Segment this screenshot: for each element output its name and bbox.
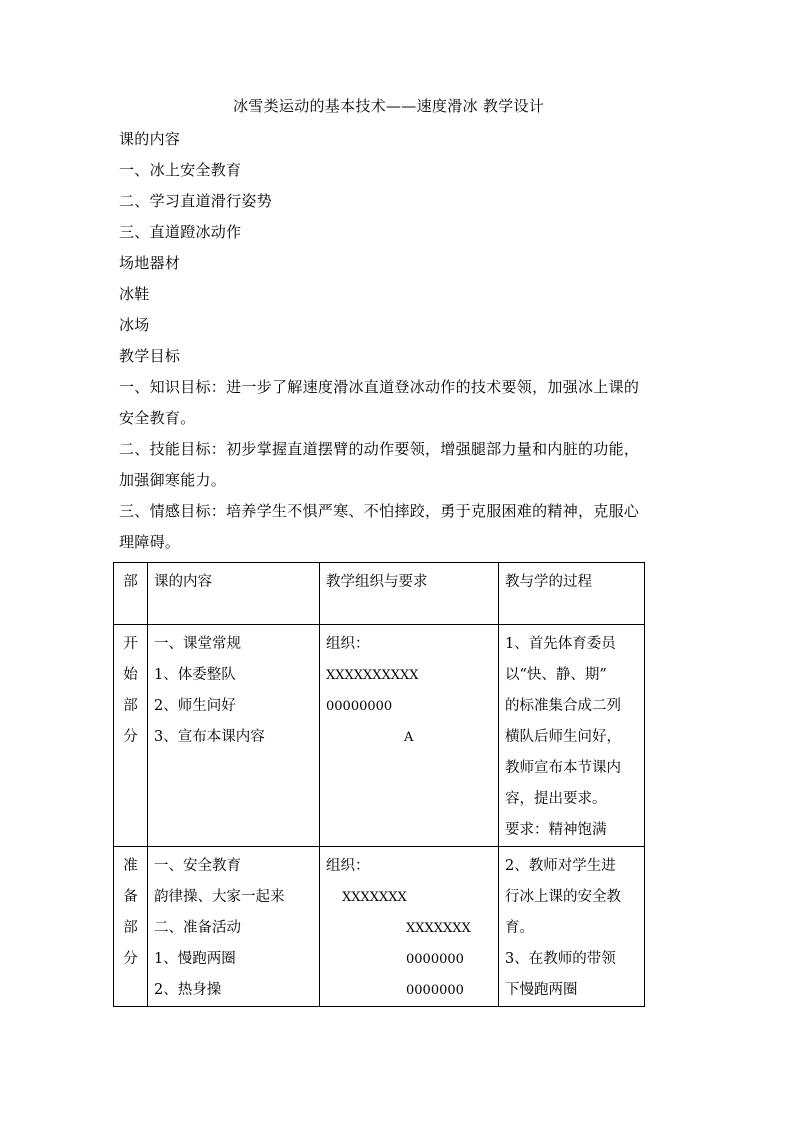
table-row	[114, 625, 645, 847]
process-line: 3、在教师的带领	[505, 951, 616, 967]
content-line: 3、宣布本课内容	[154, 729, 265, 745]
organization-line: 组织：	[326, 636, 370, 652]
process-line: 容，提出要求。	[505, 791, 607, 807]
objective-emotion: 三、情感目标：培养学生不惧严寒、不怕摔跤，勇于克服困难的精神，克服心	[119, 502, 640, 520]
content-line: 二、准备活动	[154, 920, 241, 936]
objective-emotion-cont: 理障碍。	[119, 533, 181, 551]
content-line: 2、师生问好	[154, 698, 236, 714]
process-line: 下慢跑两圈	[505, 982, 578, 998]
process-line: 育。	[505, 920, 534, 936]
organization-line: 组织：	[326, 858, 370, 874]
process-line: 教师宣布本节课内	[505, 760, 621, 776]
section-char: 分	[123, 729, 138, 745]
process-cell	[499, 847, 645, 1007]
heading-lesson-content: 课的内容	[119, 130, 181, 148]
content-cell	[148, 625, 320, 847]
heading-objectives: 教学目标	[119, 347, 181, 365]
section-char: 开	[123, 636, 138, 652]
content-line: 一、课堂常规	[154, 636, 241, 652]
section-char: 部	[123, 698, 138, 714]
teacher-marker: A	[404, 730, 414, 745]
content-line: 一、安全教育	[154, 858, 241, 874]
header-section: 部	[114, 563, 148, 625]
process-line: 2、教师对学生进	[505, 858, 616, 874]
objective-skill: 二、技能目标：初步掌握直道摆臂的动作要领，增强腿部力量和内脏的功能，	[119, 440, 640, 458]
formation-row-o: 0000000	[406, 952, 464, 967]
formation-row-o: 00000000	[326, 699, 393, 714]
section-char: 始	[123, 667, 138, 683]
formation-row-o: 0000000	[406, 983, 464, 998]
document-title: 冰雪类运动的基本技术——速度滑冰 教学设计	[233, 97, 545, 115]
section-char: 准	[123, 858, 138, 874]
formation-row-x: XXXXXXXXXX	[326, 668, 419, 683]
process-line: 的标准集合成二列	[505, 698, 621, 714]
objective-skill-cont: 加强御寒能力。	[119, 471, 227, 489]
process-line: 横队后师生问好，	[505, 729, 621, 745]
header-organization: 教学组织与要求	[320, 563, 499, 625]
organization-cell	[320, 847, 499, 1007]
process-line: 以“快、静、期”	[505, 667, 607, 683]
table-row	[114, 847, 645, 1007]
objective-knowledge: 一、知识目标：进一步了解速度滑冰直道登冰动作的技术要领，加强冰上课的	[119, 378, 640, 396]
header-process: 教与学的过程	[499, 563, 645, 625]
formation-row-x: XXXXXXX	[342, 890, 407, 905]
content-item-3: 三、直道蹬冰动作	[119, 223, 242, 241]
process-cell	[499, 625, 645, 847]
content-line: 1、体委整队	[154, 667, 236, 683]
content-line: 韵律操、大家一起来	[154, 889, 285, 905]
equipment-item-2: 冰场	[119, 316, 150, 334]
heading-equipment: 场地器材	[119, 254, 181, 272]
section-char: 部	[123, 920, 138, 936]
objective-knowledge-cont: 安全教育。	[119, 409, 196, 427]
section-cell-start	[114, 625, 148, 847]
equipment-item-1: 冰鞋	[119, 285, 150, 303]
section-cell-prep	[114, 847, 148, 1007]
header-content: 课的内容	[148, 563, 320, 625]
section-char: 分	[123, 951, 138, 967]
process-line: 要求：精神饱满	[505, 822, 607, 838]
content-line: 2、热身操	[154, 982, 222, 998]
process-line: 行冰上课的安全教	[505, 889, 621, 905]
process-line: 1、首先体育委员	[505, 636, 616, 652]
lesson-plan-table	[113, 562, 645, 1007]
formation-row-x: XXXXXXX	[406, 921, 471, 936]
content-cell	[148, 847, 320, 1007]
content-item-2: 二、学习直道滑行姿势	[119, 192, 273, 210]
content-line: 1、慢跑两圈	[154, 951, 236, 967]
content-item-1: 一、冰上安全教育	[119, 161, 242, 179]
table-header-row	[114, 563, 645, 625]
section-char: 备	[123, 889, 138, 905]
organization-cell	[320, 625, 499, 847]
